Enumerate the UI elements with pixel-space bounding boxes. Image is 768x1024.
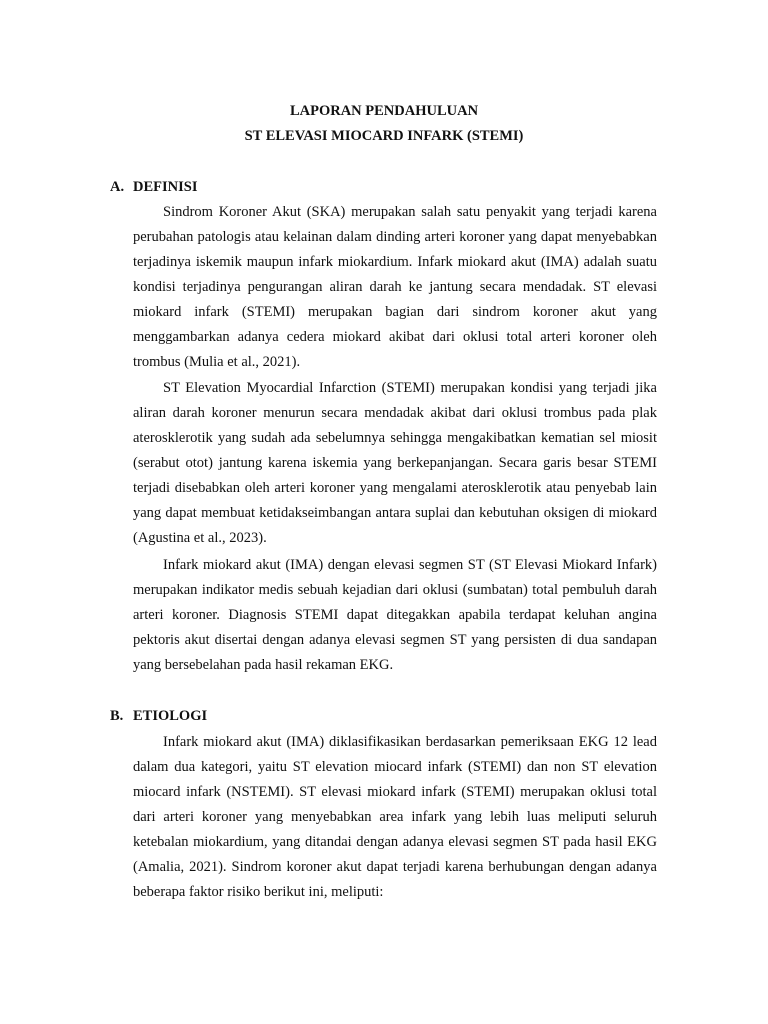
paragraph-etiologi-1: Infark miokard akut (IMA) diklasifikasikan berdasarkan pemeriksaan EKG 12 lead dalam dua kategori, yaitu ST elevation miocard infark (STEMI) dan non ST elevation miocard infark (NSTEMI). ST elevasi miokard infark (STEMI) merupakan oklusi total dari arteri koroner yang menyebabkan area infark yang lebih luas meliputi seluruh ketebalan miokardium, yang ditandai dengan adanya elevasi segmen ST pada hasil EKG (Amalia, 2021). Sindrom koroner akut dapat terjadi karena berhubungan dengan adanya beberapa faktor risiko berikut ini, meliputi: <box>133 734 657 900</box>
document-subtitle: ST ELEVASI MIOCARD INFARK (STEMI) <box>244 128 524 144</box>
section-heading-definisi <box>110 178 197 196</box>
paragraph-definisi-3: Infark miokard akut (IMA) dengan elevasi segmen ST (ST Elevasi Miokard Infark) merupakan indikator medis sebuah kejadian dari oklusi (sumbatan) total pembuluh darah arteri koroner. Diagnosis STEMI dapat ditegakkan apabila terdapat keluhan angina pektoris akut disertai dengan adanya elevasi segmen ST yang persisten di dua sandapan yang bersebelahan pada hasil rekaman EKG. <box>133 557 657 673</box>
paragraph-definisi-2: ST Elevation Myocardial Infarction (STEMI) merupakan kondisi yang terjadi jika aliran darah koroner menurun secara mendadak akibat dari oklusi trombus pada plak aterosklerotik yang sudah ada sebelumnya sehingga mengakibatkan kematian sel miosit (serabut otot) jantung karena iskemia yang berkepanjangan. Secara garis besar STEMI terjadi disebabkan oleh arteri koroner yang mengalami aterosklerotik atau penyebab lain yang dapat membuat ketidakseimbangan antara suplai dan kebutuhan oksigen di miokard (Agustina et al., 2023). <box>133 380 657 546</box>
section-letter: A. <box>110 179 125 195</box>
paragraph-definisi-1: Sindrom Koroner Akut (SKA) merupakan salah satu penyakit yang terjadi karena perubahan patologis atau kelainan dalam dinding arteri koroner yang dapat menyebabkan terjadinya iskemik maupun infark miokardium. Infark miokard akut (IMA) adalah suatu kondisi terjadinya pengurangan aliran darah ke jantung secara mendadak. ST elevasi miokard infark (STEMI) merupakan bagian dari sindrom koroner akut yang menggambarkan adanya cedera miokard akibat dari oklusi total arteri koroner oleh trombus (Mulia et al., 2021). <box>133 204 657 370</box>
section-title: DEFINISI <box>133 179 198 195</box>
document-title: LAPORAN PENDAHULUAN <box>289 103 479 119</box>
section-letter: B. <box>110 708 124 724</box>
section-heading-etiologi <box>110 707 207 725</box>
section-title: ETIOLOGI <box>133 708 208 724</box>
